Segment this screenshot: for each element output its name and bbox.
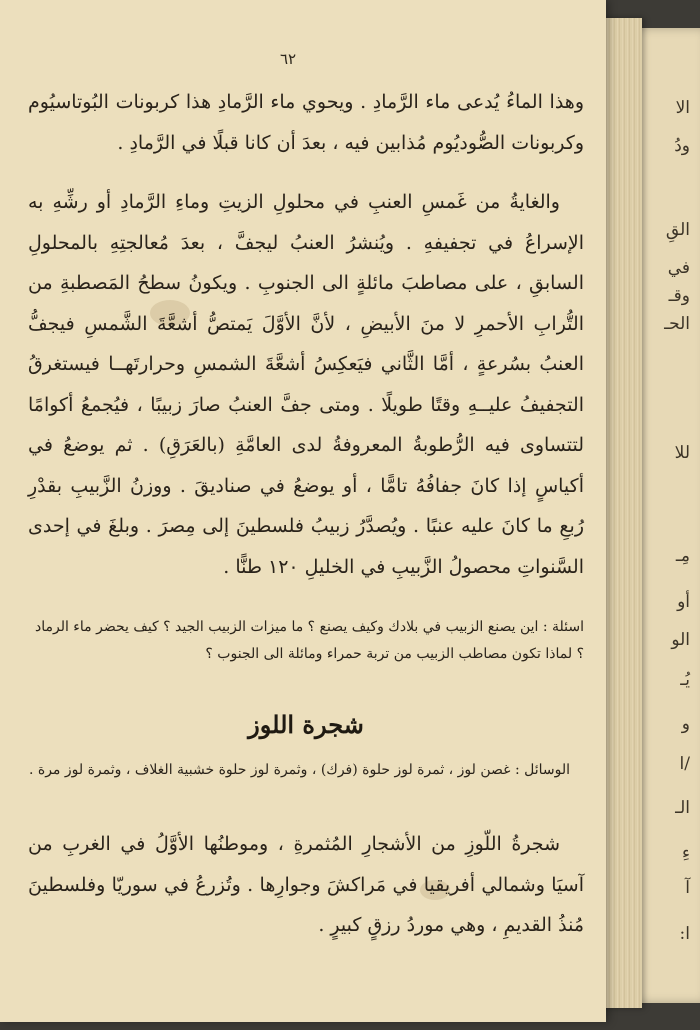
questions-block bbox=[28, 614, 584, 668]
questions-label: اسئلة : bbox=[542, 619, 584, 635]
margin-fragment: القِ bbox=[665, 220, 690, 240]
questions-text: اين يصنع الزبيب في بلادك وكيف يصنع ؟ ما ميزات الزبيب الجيد ؟ كيف يحضر ماء الرماد ؟ لماذا تكون مصاطب الزبيب من تربة حمراء ومائلة الى الجنوب ؟ bbox=[34, 619, 584, 662]
margin-fragment: و bbox=[681, 714, 690, 734]
paragraph-almond-tree: شجرةُ اللّوزِ من الأشجارِ المُثمرةِ ، وموطنُها الأوَّلُ في الغربِ من آسيَا وشمالي أفريقيا في مَراكشَ وجوارِها . وتُزرعُ في سوريّا وفلسطينَ مُنذُ القديمِ ، وهي موردُ رزقٍ كبيرٍ . bbox=[28, 833, 584, 936]
page-number: ٦٢ bbox=[279, 50, 297, 68]
materials-text: غصن لوز ، ثمرة لوز حلوة (فرك) ، وثمرة لوز حلوة خشبية الغلاف ، وثمرة لوز مرة . bbox=[28, 762, 511, 778]
section-title: شجرة اللوز bbox=[248, 710, 364, 739]
margin-fragment: آ bbox=[685, 878, 690, 898]
margin-fragment: ا: bbox=[679, 924, 690, 944]
margin-fragment: في bbox=[667, 258, 690, 278]
margin-fragment: يُـ bbox=[680, 670, 690, 690]
margin-fragment: ءِ bbox=[682, 843, 690, 863]
margin-fragment: الا bbox=[675, 98, 690, 118]
margin-fragment: الحـ bbox=[664, 314, 690, 334]
margin-fragment: الـ bbox=[675, 798, 690, 818]
margin-fragment: وقـ bbox=[668, 286, 690, 306]
margin-fragment: أو bbox=[677, 592, 690, 612]
margin-fragment: ودُ bbox=[674, 136, 690, 156]
margin-fragment: مِـ bbox=[675, 546, 690, 566]
margin-fragment: /ا bbox=[679, 754, 690, 774]
margin-fragment: للا bbox=[674, 443, 690, 463]
materials-block bbox=[28, 756, 570, 784]
paragraph-raisin-drying: والغايةُ من غَمسِ العنبِ في محلولِ الزيتِ وماءِ الرَّمادِ أو رشِّهِ به الإسراعُ في تجفيفهِ . ويُنشرُ العنبُ ليجفَّ ، بعدَ مُعالجتِهِ بالمحلولِ السابقِ ، على مصاطبَ مائلةٍ الى الجنوبِ . ويكونُ سطحُ المَصطبةِ من التُّرابِ الأحمرِ لا منَ الأبيضِ ، لأنَّ الأوَّلَ يَمتصُّ أشعَّةَ الشَّمسِ فيجفُّ العنبُ بسُرعةٍ ، أمَّا الثَّاني فيَعكِسُ أشعَّةَ الشمسِ وحرارتَهــا فيستغرقُ التجفيفُ عليــهِ وقتًا طويلًا . ومتى جفَّ العنبُ صارَ زبيبًا ، فيُجمعُ أكوامًا لتتساوى فيه الرُّطوبةُ المعروفةُ لدى العامَّةِ (بالعَرَقِ) . ثم يوضعُ في أكياسٍ إذا كانَ جفافُهُ تامًّا ، أو يوضعُ في صناديقَ . ووزنُ الزَّبيبِ بقدْرِ رُبعِ ما كانَ عليه عنبًا . ويُصدَّرُ زبيبُ فلسطينَ إلى مِصرَ . وبلغَ في إحدى السَّنواتِ محصولُ الزَّبيبِ في الخليلِ ١٢٠ طنًّا . bbox=[28, 191, 584, 578]
paragraph-ash-water: وهذا الماءُ يُدعى ماء الرَّمادِ . ويحوي ماء الرَّمادِ هذا كربونات البُوتاسيُوم وكربونات الصُّوديُوم مُذابين فيه ، بعدَ أن كانا قبلًا في الرَّمادِ . bbox=[28, 91, 584, 154]
materials-label: الوسائل : bbox=[514, 762, 570, 778]
page-content bbox=[28, 40, 584, 1000]
margin-fragment: الو bbox=[671, 630, 690, 650]
